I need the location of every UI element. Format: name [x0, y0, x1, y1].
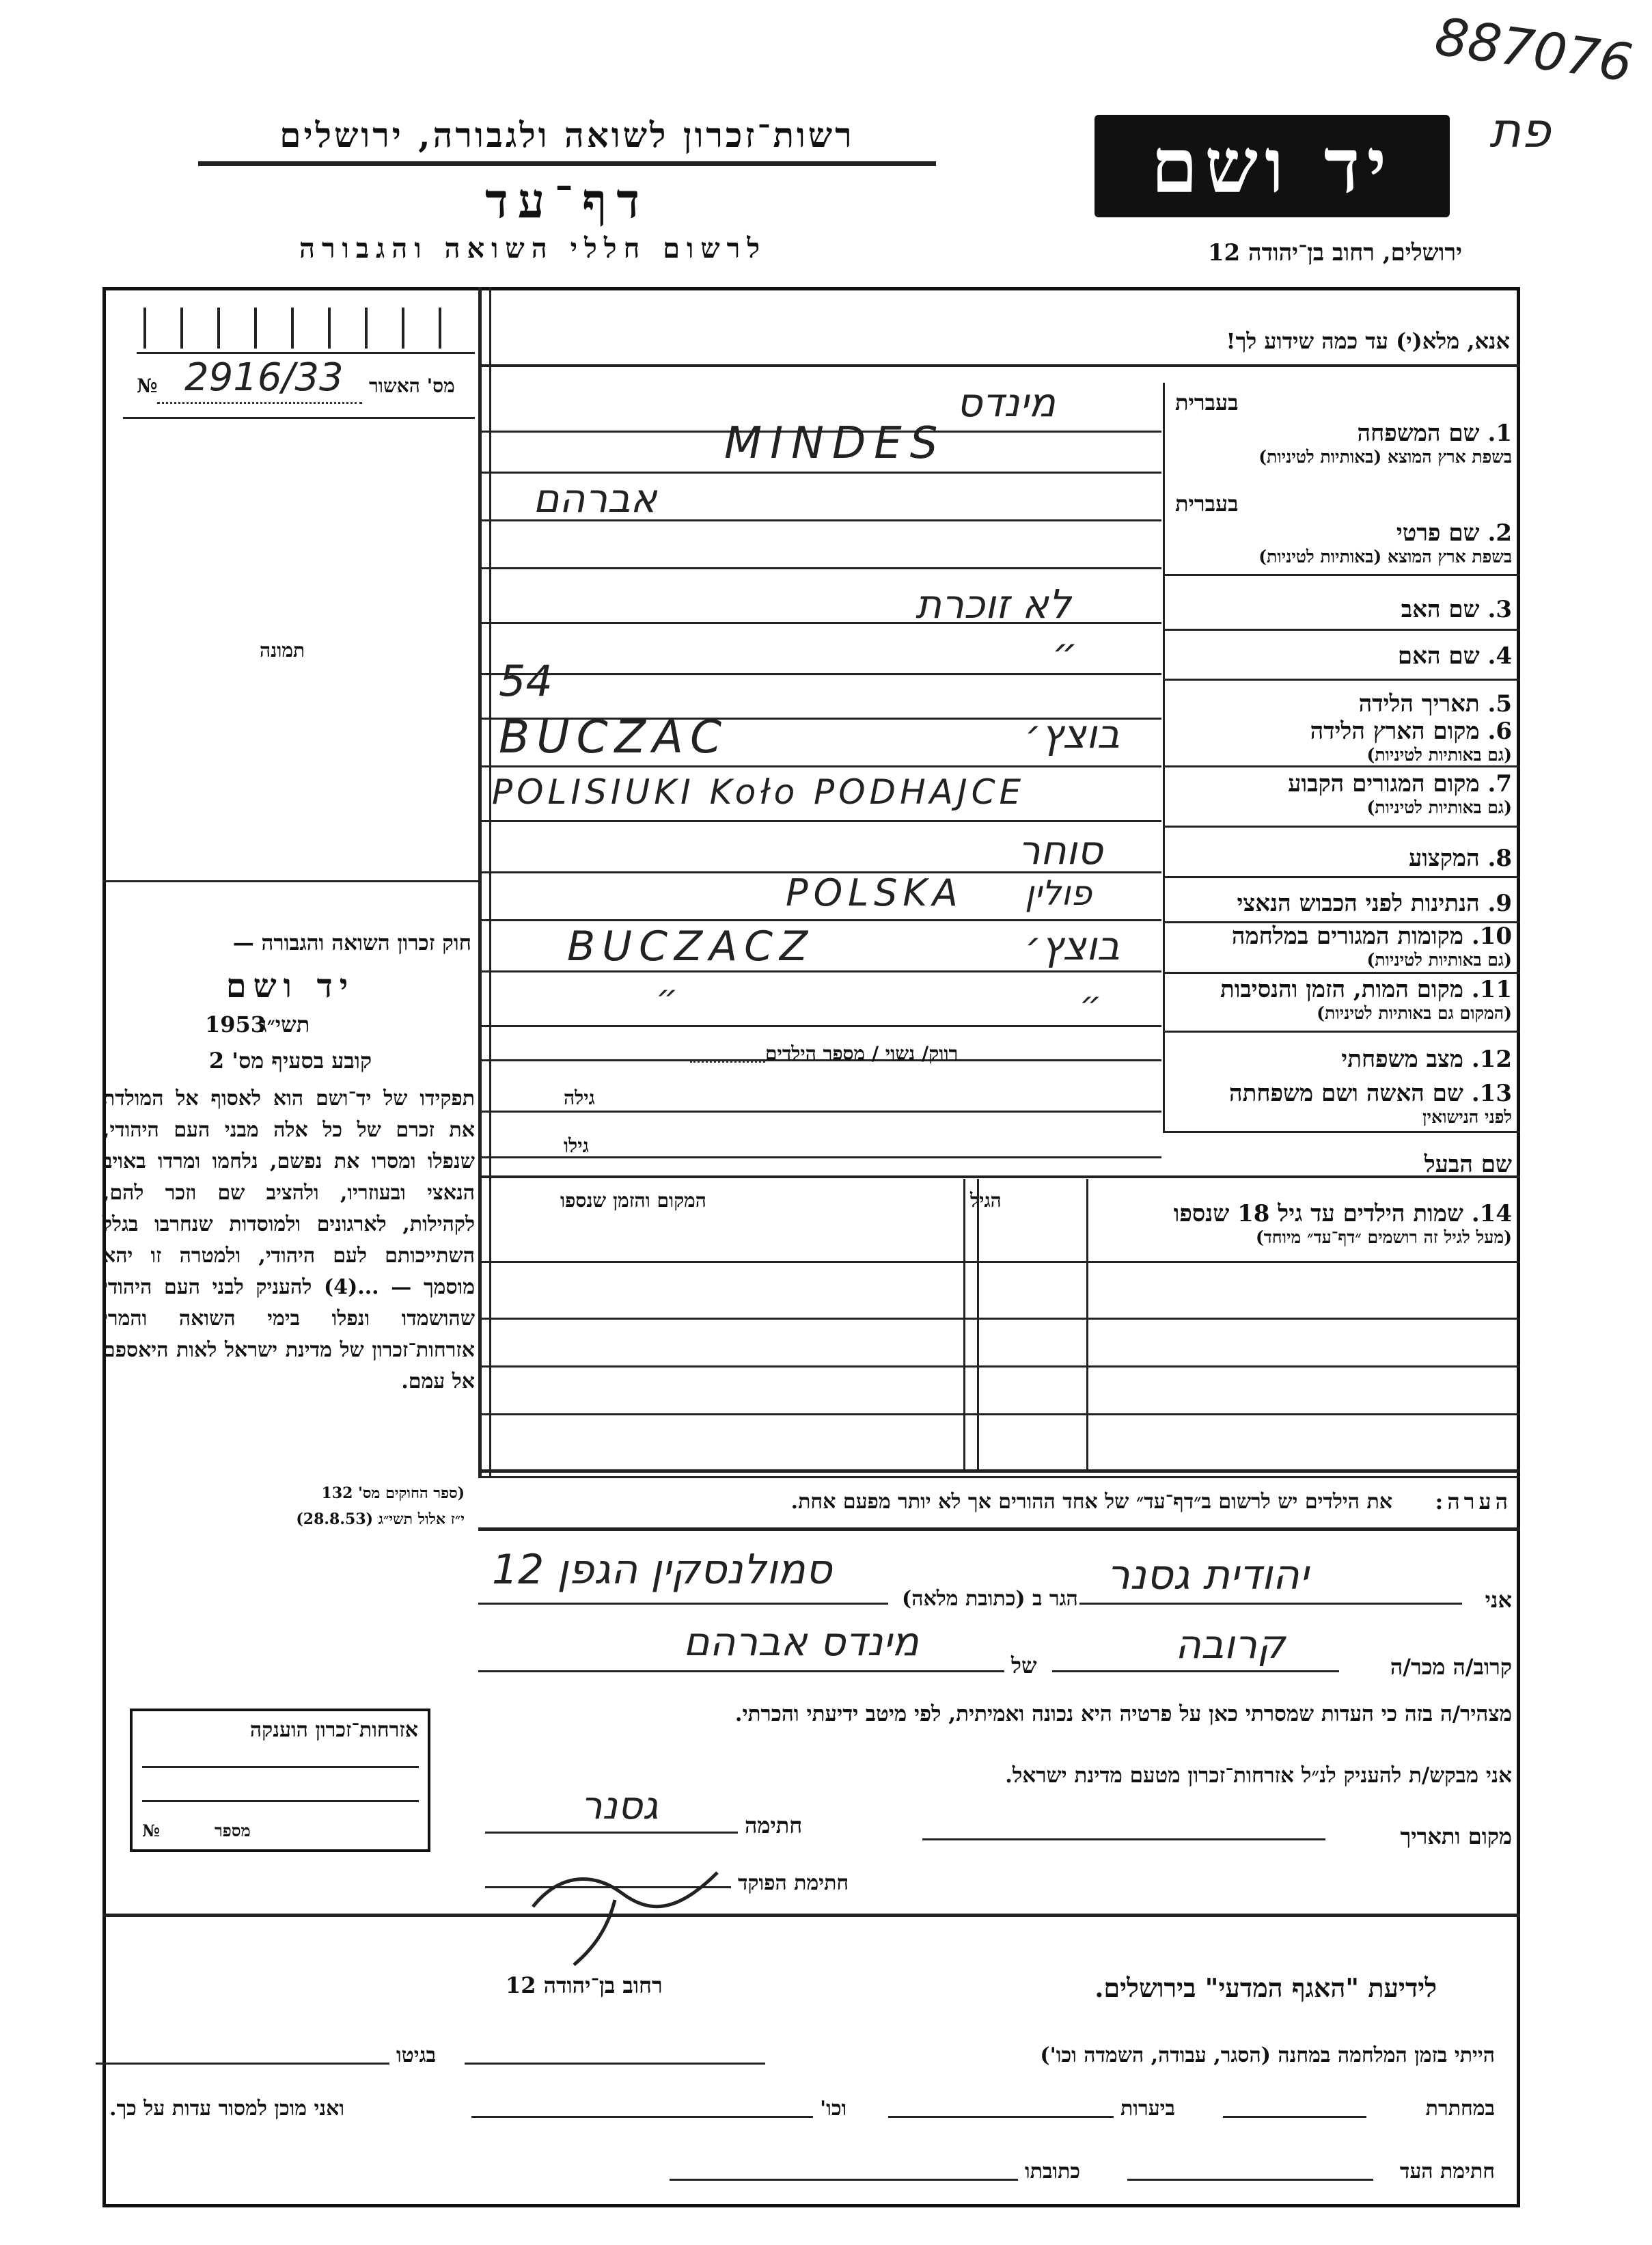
field-13-sub: לפני הנישואין	[1422, 1107, 1512, 1127]
field-3-num: 3.	[1487, 596, 1512, 623]
yad-vashem-logo	[1095, 115, 1450, 217]
law-name: יד ושם	[225, 967, 355, 1005]
field-9-value-he: פולין	[1025, 873, 1092, 913]
field-9-label	[1237, 890, 1513, 917]
entry-line-8	[478, 765, 1161, 767]
sep-3	[1163, 629, 1520, 631]
decl-of-line	[478, 1670, 1004, 1672]
field-10-num: 10.	[1471, 923, 1512, 950]
approval-line	[157, 402, 362, 404]
approval-bottom	[123, 417, 475, 419]
field-10-label	[1232, 923, 1512, 970]
decl-relative-label: קרוב/ה מכר/ה	[1390, 1654, 1512, 1680]
field-3-title: שם האב	[1401, 596, 1480, 623]
sep-13	[1163, 1131, 1520, 1133]
children-col-age: הגיל	[970, 1189, 1002, 1212]
citizenship-box	[130, 1709, 430, 1852]
field-1-title: שם המשפחה	[1357, 420, 1480, 447]
field-1-value-latin: MINDES	[724, 418, 946, 469]
sep-10	[1163, 972, 1520, 974]
field-5-label	[1359, 690, 1512, 718]
approval-label: מס' האשור	[369, 375, 455, 397]
decl-relation-value: קרובה	[1175, 1621, 1286, 1668]
children-col-div-1	[1086, 1179, 1088, 1473]
children-bottom	[478, 1469, 1520, 1473]
children-num: 14.	[1471, 1200, 1512, 1227]
field-6-sub: (גם באותיות לטיניות)	[1366, 745, 1512, 765]
field-1-label	[1258, 420, 1512, 467]
official-signature-scribble	[519, 1832, 738, 1968]
sep-8	[1163, 876, 1520, 878]
footer-address: רחוב בן־יהודה 12	[506, 1972, 663, 1998]
left-column-divider	[478, 287, 482, 1476]
footer-line3-a: חתימת העד	[1399, 2160, 1495, 2183]
field-12-num: 12.	[1471, 1046, 1512, 1073]
field-7-title: מקום המגורים הקבוע	[1288, 770, 1480, 798]
footer-title: לידיעת "האגף המדעי" בירושלים.	[1095, 1972, 1437, 2003]
law-title: חוק זכרון השואה והגבורה —	[232, 931, 471, 955]
husband-label: שם הבעל	[1424, 1151, 1512, 1178]
citizenship-number-prefix: №	[142, 1821, 161, 1840]
field-2-title: שם פרטי	[1396, 519, 1480, 547]
field-3-label	[1401, 596, 1512, 623]
decl-resident-label: הגר ב (כתובת מלאה)	[902, 1587, 1078, 1611]
field-2-sub: בשפת ארץ המוצא (באותיות לטיניות)	[1258, 547, 1512, 567]
field-5-value: 54	[499, 656, 553, 706]
field-8-value: סוחר	[1018, 827, 1103, 873]
field-5-title: תאריך הלידה	[1358, 690, 1480, 718]
decl-request: אני מבקש/ת להעניק לנ״ל אזרחות־זכרון מטעם מדינת ישראל.	[1005, 1763, 1512, 1788]
entry-line-4	[478, 567, 1161, 569]
field-12-title: מצב משפחתי	[1341, 1046, 1463, 1073]
label-column-divider	[1163, 383, 1165, 1131]
entry-line-15	[478, 1111, 1161, 1113]
corner-number: 887076	[1431, 5, 1636, 94]
instructions: אנא, מלא(י) עד כמה שידוע לך!	[1226, 328, 1510, 354]
decl-place-date-line	[922, 1838, 1325, 1840]
field-13-label	[1229, 1080, 1512, 1128]
field-5-num: 5.	[1487, 690, 1512, 718]
children-header-line	[478, 1261, 1520, 1263]
authority-underline	[198, 161, 936, 166]
field-11-sub: (המקום גם באותיות לטיניות)	[1317, 1003, 1512, 1023]
footer-line2-blank-1	[1223, 2116, 1366, 2118]
tick-marks	[143, 308, 471, 349]
law-source-1: (ספר החוקים מס' 132	[321, 1484, 465, 1502]
field-4-value: ״	[1052, 629, 1078, 675]
field-2-num: 2.	[1487, 519, 1512, 547]
footer-top	[102, 1914, 1520, 1917]
entry-line-9	[478, 820, 1161, 822]
field-2-lang: בעברית	[1175, 491, 1239, 517]
children-row-3	[478, 1413, 1520, 1415]
citizenship-number-label: מספר	[215, 1821, 251, 1840]
field-4-label	[1398, 642, 1512, 670]
decl-place-date-label: מקום ותאריך	[1400, 1823, 1512, 1849]
husband-age-label: גילו	[564, 1134, 589, 1157]
decl-statement: מצהיר/ה בזה כי העדות שמסרתי כאן על פרטיה היא נכונה ואמיתית, לפי מיטב ידיעתי והכרתי.	[734, 1702, 1512, 1726]
entry-line-12	[478, 970, 1161, 972]
note-top	[478, 1476, 1520, 1478]
entry-line-11	[478, 919, 1161, 921]
field-10-value-he: בוצץ׳	[1025, 923, 1120, 969]
decl-relation-line	[1052, 1670, 1339, 1672]
sep-2	[1163, 574, 1520, 576]
decl-signature-value: גסנר	[581, 1784, 659, 1828]
footer-line2-d: ואני מוכן למסור עדות על כך.	[109, 2097, 345, 2121]
children-col-div-3	[963, 1179, 965, 1473]
field-11-label	[1220, 976, 1512, 1024]
decl-of-value: מינדס אברהם	[683, 1618, 919, 1665]
footer-line3-blank-2	[670, 2179, 1018, 2181]
field-4-num: 4.	[1487, 642, 1512, 670]
law-year-hebrew: תשי״ג	[260, 1011, 310, 1037]
field-8-title: המקצוע	[1408, 845, 1480, 872]
field-2-value-he: אברהם	[533, 475, 657, 521]
field-10-title: מקומות המגורים במלחמה	[1231, 923, 1463, 950]
authority-title: רשות־זכרון לשואה ולגבורה, ירושלים	[279, 115, 855, 155]
approval-no-prefix: №	[137, 375, 158, 397]
field-13-title: שם האשה ושם משפחתה	[1229, 1080, 1463, 1107]
children-col-place: המקום והזמן שנספו	[560, 1189, 706, 1212]
tick-baseline	[137, 352, 475, 354]
logo-text: יד ושם	[1151, 122, 1394, 210]
footer-line2-blank-2	[888, 2116, 1114, 2118]
field-6-num: 6.	[1487, 718, 1512, 745]
decl-address-line	[478, 1603, 888, 1605]
field-11-title: מקום המות, הזמן והנסיבות	[1220, 976, 1463, 1003]
field-7-num: 7.	[1487, 770, 1512, 798]
footer-line1-b: בגיטו	[396, 2043, 437, 2067]
field-13-age-label: גילה	[564, 1087, 595, 1109]
field-1-num: 1.	[1487, 420, 1512, 447]
children-col-div-2	[977, 1179, 979, 1473]
note-text: את הילדים יש לרשום ב״דף־עד״ של אחד ההורים אך לא יותר מפעם אחת.	[790, 1490, 1392, 1514]
children-label	[1174, 1200, 1512, 1248]
field-6-label	[1310, 718, 1512, 765]
citizenship-title: אזרחות־זכרון הוענקה	[249, 1718, 418, 1742]
left-column-inner-line	[489, 287, 491, 1476]
instructions-underline	[478, 364, 1520, 367]
field-1-lang: בעברית	[1175, 390, 1239, 416]
footer-line1-blank	[465, 2063, 765, 2065]
field-7-value-latin: POLISIUKI Koło PODHAJCE	[492, 772, 1025, 812]
field-11-value-a: ״	[656, 977, 678, 1017]
field-1-sub: בשפת ארץ המוצא (באותיות לטיניות)	[1258, 447, 1512, 467]
citizenship-line-1	[142, 1766, 419, 1768]
decl-signature-label: חתימה	[745, 1812, 803, 1838]
photo-bottom	[102, 880, 478, 882]
field-13-num: 13.	[1471, 1080, 1512, 1107]
sep-7	[1163, 826, 1520, 828]
sep-4	[1163, 679, 1520, 681]
law-clause: קובע בסעיף מס' 2	[208, 1048, 372, 1074]
law-year: 1953	[205, 1011, 266, 1037]
field-3-value: לא זוכרת	[916, 581, 1071, 627]
field-8-label	[1409, 845, 1512, 872]
law-text: תפקידו של יד־ושם הוא לאסוף אל המולדת את זכרם של כל אלה מבני העם היהודי, שנפלו ומסרו את נפשם, נלחמו ומרדו באויב הנאצי ובעוזריו, ולהציב שם וזכר להם, לקהילות, לארגונים ולמוסדות שנחרבו בגלל השתייכותם לעם היהודי, ולמטרה זו יהא מוסמך — ...(4) להעניק לבני העם היהודי שהושמדו ונפלו בימי השואה והמרי אזרחות־זכרון של מדינת ישראל לאות היאספם אל עמם.	[102, 1087, 475, 1393]
field-6-value-he: בוצץ׳	[1025, 711, 1120, 757]
field-7-label	[1288, 770, 1512, 818]
field-11-num: 11.	[1471, 976, 1512, 1003]
decl-of-label: של	[1011, 1652, 1037, 1678]
note-label: הערה:	[1435, 1488, 1512, 1514]
footer-line1-a: הייתי בזמן המלחמה במחנה (הסגר, עבודה, השמדה וכו')	[1040, 2043, 1495, 2067]
field-8-num: 8.	[1487, 845, 1512, 872]
note-bottom	[478, 1527, 1520, 1531]
footer-line1-blank-2	[96, 2063, 389, 2065]
footer-line2-c: וכו'	[820, 2097, 847, 2121]
children-row-2	[478, 1365, 1520, 1368]
decl-address-value: סמולנסקין הגפן 12	[492, 1546, 832, 1594]
children-sub: (מעל לגיל זה רושמים ״דף־עד״ מיוחד)	[1255, 1227, 1512, 1247]
footer-line2-b: ביערות	[1120, 2097, 1176, 2121]
children-top	[478, 1175, 1520, 1178]
decl-name-line	[1079, 1603, 1462, 1605]
footer-line3-b: כתובתו	[1025, 2160, 1081, 2183]
decl-name-value: יהודית גסנר	[1107, 1551, 1309, 1599]
field-10-value-latin: BUCZACZ	[567, 923, 815, 970]
field-9-value-latin: POLSKA	[786, 871, 963, 914]
field-6-title: מקום הארץ הלידה	[1310, 718, 1480, 745]
header-address: ירושלים, רחוב בן־יהודה 12	[1207, 239, 1462, 267]
sep-11	[1163, 1031, 1520, 1033]
sep-6	[1163, 765, 1520, 767]
children-row-1	[478, 1318, 1520, 1320]
footer-line2-blank-3	[471, 2116, 813, 2118]
decl-official-label: חתימת הפוקד	[738, 1871, 849, 1895]
field-9-title: הנתינות לפני הכבוש הנאצי	[1237, 890, 1480, 917]
approval-value: 2916/33	[184, 355, 344, 400]
field-6-value-latin: BUCZAC	[499, 711, 729, 763]
entry-line-13	[478, 1025, 1161, 1027]
field-7-sub: (גם באותיות לטיניות)	[1366, 798, 1512, 817]
entry-line-2	[478, 472, 1161, 474]
photo-label: תמונה	[260, 639, 305, 662]
decl-i-label: אני	[1485, 1587, 1512, 1613]
law-source-2: י״ז אלול תשי״ג (28.8.53)	[296, 1510, 465, 1528]
form-title: דף־עד	[484, 172, 649, 229]
field-11-value-b: ״	[1079, 984, 1102, 1024]
field-1-value-he: מינדס	[956, 379, 1056, 426]
footer-line3-blank-1	[1127, 2179, 1373, 2181]
citizenship-line-2	[142, 1800, 419, 1802]
children-title: שמות הילדים עד גיל 18 שנספו	[1173, 1200, 1463, 1227]
footer-line2-a: במחתרת	[1425, 2097, 1495, 2121]
field-9-num: 9.	[1487, 890, 1512, 917]
field-12-label	[1341, 1046, 1512, 1073]
form-subtitle: לרשום חללי השואה והגבורה	[299, 232, 767, 264]
field-4-title: שם האם	[1397, 642, 1480, 670]
corner-mark: פת	[1489, 103, 1551, 159]
field-2-label	[1258, 519, 1512, 567]
field-10-sub: (גם באותיות לטיניות)	[1366, 950, 1512, 970]
field-12-dots	[690, 1061, 765, 1063]
field-12-options: רווק/ נשוי / מספר הילדים	[765, 1042, 959, 1065]
